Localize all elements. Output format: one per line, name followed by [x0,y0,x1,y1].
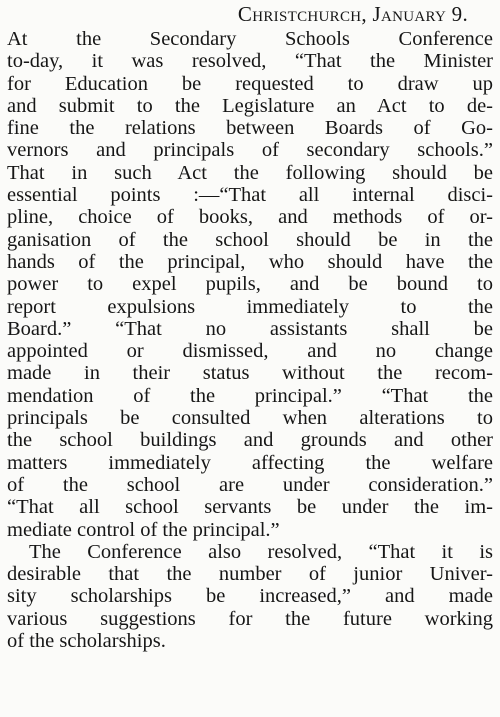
text-line: That in such Act the following should be [7,161,493,184]
text-line: the school buildings and grounds and other [7,429,493,452]
text-line: The Conference also resolved, “That it is [29,540,493,563]
text-line: various suggestions for the future working [7,607,493,630]
text-line: Board.” “That no assistants shall be [7,317,493,340]
text-line: desirable that the number of junior Univer- [7,563,493,586]
paragraph-conference-resolutions [7,28,493,541]
text-line: of the school are under consideration.” [7,473,493,496]
text-line: to-day, it was resolved, “That the Minister [7,50,493,73]
text-line: ganisation of the school should be in the [7,228,493,251]
text-line: mendation of the principal.” “That the [7,384,493,407]
text-line: vernors and principals of secondary schools.” [7,139,493,162]
text-line: matters immediately affecting the welfare [7,451,493,474]
text-line: hands of the principal, who should have the [7,250,493,273]
text-line: power to expel pupils, and be bound to [7,273,493,296]
text-line: for Education be requested to draw up [7,72,493,95]
text-line: of the scholarships. [7,630,166,653]
text-line: At the Secondary Schools Conference [7,28,493,50]
text-line: appointed or dismissed, and no change [7,340,493,363]
paragraph-scholarships [7,541,493,652]
text-line: made in their status without the recom- [7,362,493,385]
text-line: and submit to the Legislature an Act to de- [7,94,493,117]
text-line: mediate control of the principal.” [7,518,280,541]
text-line: principals be consulted when alterations to [7,407,493,430]
text-line: pline, choice of books, and methods of or- [7,206,493,229]
text-line: essential points :—“That all internal disci- [7,184,493,207]
text-line: sity scholarships be increased,” and made [7,585,493,608]
text-line: fine the relations between Boards of Go- [7,117,493,140]
text-line: “That all school servants be under the im- [7,496,493,519]
text-line: report expulsions immediately to the [7,295,493,318]
dateline: Christchurch, January 9. [237,2,468,26]
article-body [7,28,493,652]
